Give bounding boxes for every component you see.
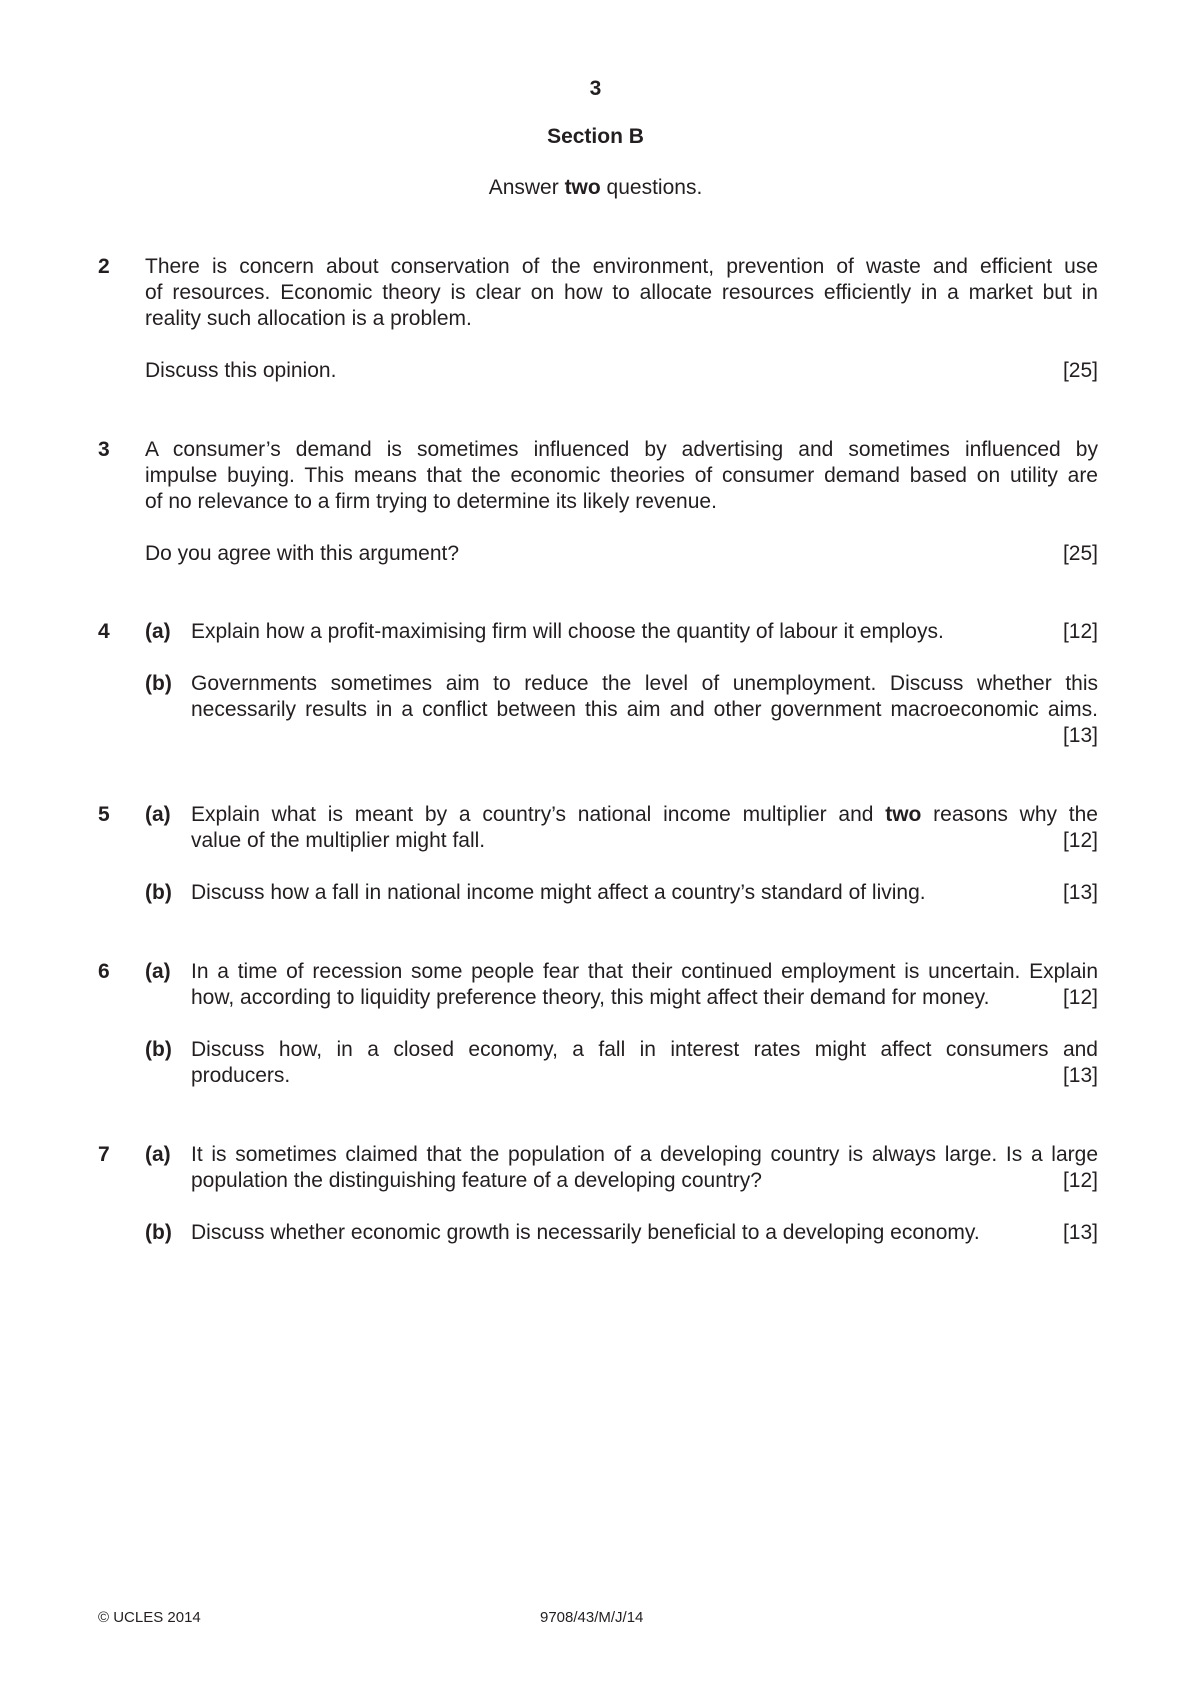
question-prompt-row	[145, 541, 1098, 567]
instruction-pre: Answer	[488, 176, 565, 199]
marks: [25]	[1062, 542, 1098, 565]
part-text-line: In a time of recession some people fear that their continued employment is uncertain. Explain	[191, 960, 1098, 983]
marks: [12]	[1062, 1169, 1098, 1192]
part-text-line: Discuss how, in a closed economy, a fall in interest rates might affect consumers and	[191, 1038, 1098, 1061]
question-number: 6	[98, 960, 110, 983]
question-prompt: Do you agree with this argument?	[145, 542, 460, 565]
instruction-post: questions.	[600, 176, 703, 199]
footer-paper-code: 9708/43/M/J/14	[540, 1609, 644, 1626]
question-text-line: A consumer’s demand is sometimes influenced by advertising and sometimes influenced by	[145, 438, 1098, 461]
part-text-line: It is sometimes claimed that the population of a developing country is always large. Is a large	[191, 1143, 1098, 1166]
part-label: (b)	[145, 881, 172, 904]
part-text-line: Explain how a profit-maximising firm will choose the quantity of labour it employs.	[191, 620, 944, 643]
marks: [12]	[1062, 986, 1098, 1009]
instruction	[0, 175, 1191, 201]
part-label: (a)	[145, 620, 171, 643]
question-number: 5	[98, 803, 110, 826]
part-label: (b)	[145, 672, 172, 695]
question-prompt: Discuss this opinion.	[145, 359, 337, 382]
part-text-row	[191, 985, 1098, 1011]
marks: [12]	[1062, 829, 1098, 852]
part-text-row	[191, 1063, 1098, 1089]
part-text-post: reasons why the	[921, 803, 1098, 826]
part-text-line: producers.	[191, 1064, 291, 1087]
question-text-line: of no relevance to a firm trying to determine its likely revenue.	[145, 490, 717, 513]
part-text-line: Discuss whether economic growth is necessarily beneficial to a developing economy.	[191, 1221, 980, 1244]
part-text-line: necessarily results in a conflict between this aim and other government macroeconomic aims.	[191, 698, 1098, 721]
marks: [13]	[1062, 1221, 1098, 1244]
part-text-line	[191, 802, 1098, 828]
part-text-row	[191, 619, 1098, 645]
part-text-bold: two	[885, 803, 922, 826]
part-text-line: how, according to liquidity preference theory, this might affect their demand for money.	[191, 986, 990, 1009]
part-label: (a)	[145, 803, 171, 826]
section-title: Section B	[547, 125, 644, 148]
part-label: (a)	[145, 960, 171, 983]
marks: [12]	[1062, 620, 1098, 643]
part-text-pre: Explain what is meant by a country’s national income multiplier and	[191, 803, 886, 826]
part-text-row	[191, 1168, 1098, 1194]
part-text-line: Governments sometimes aim to reduce the level of unemployment. Discuss whether this	[191, 672, 1098, 695]
marks: [13]	[1062, 724, 1098, 747]
part-text-row	[191, 880, 1098, 906]
question-number: 4	[98, 620, 110, 643]
question-number: 2	[98, 255, 110, 278]
question-text-line: There is concern about conservation of the environment, prevention of waste and efficient use	[145, 255, 1098, 278]
question-text-line: reality such allocation is a problem.	[145, 307, 472, 330]
part-text-row	[191, 828, 1098, 854]
question-prompt-row	[145, 358, 1098, 384]
marks: [13]	[1062, 881, 1098, 904]
marks: [25]	[1062, 359, 1098, 382]
part-label: (a)	[145, 1143, 171, 1166]
question-text-line: of resources. Economic theory is clear on how to allocate resources efficiently in a market but in	[145, 281, 1098, 304]
instruction-bold: two	[564, 176, 601, 199]
footer-copyright: © UCLES 2014	[98, 1609, 201, 1626]
part-text-line: Discuss how a fall in national income might affect a country’s standard of living.	[191, 881, 926, 904]
question-number: 3	[98, 438, 110, 461]
question-text-line: impulse buying. This means that the economic theories of consumer demand based on utility are	[145, 464, 1098, 487]
part-text-line: population the distinguishing feature of a developing country?	[191, 1169, 762, 1192]
part-text-row	[191, 1220, 1098, 1246]
part-label: (b)	[145, 1221, 172, 1244]
part-label: (b)	[145, 1038, 172, 1061]
part-text-line: value of the multiplier might fall.	[191, 829, 486, 852]
page-number: 3	[589, 77, 602, 100]
question-number: 7	[98, 1143, 110, 1166]
marks: [13]	[1062, 1064, 1098, 1087]
